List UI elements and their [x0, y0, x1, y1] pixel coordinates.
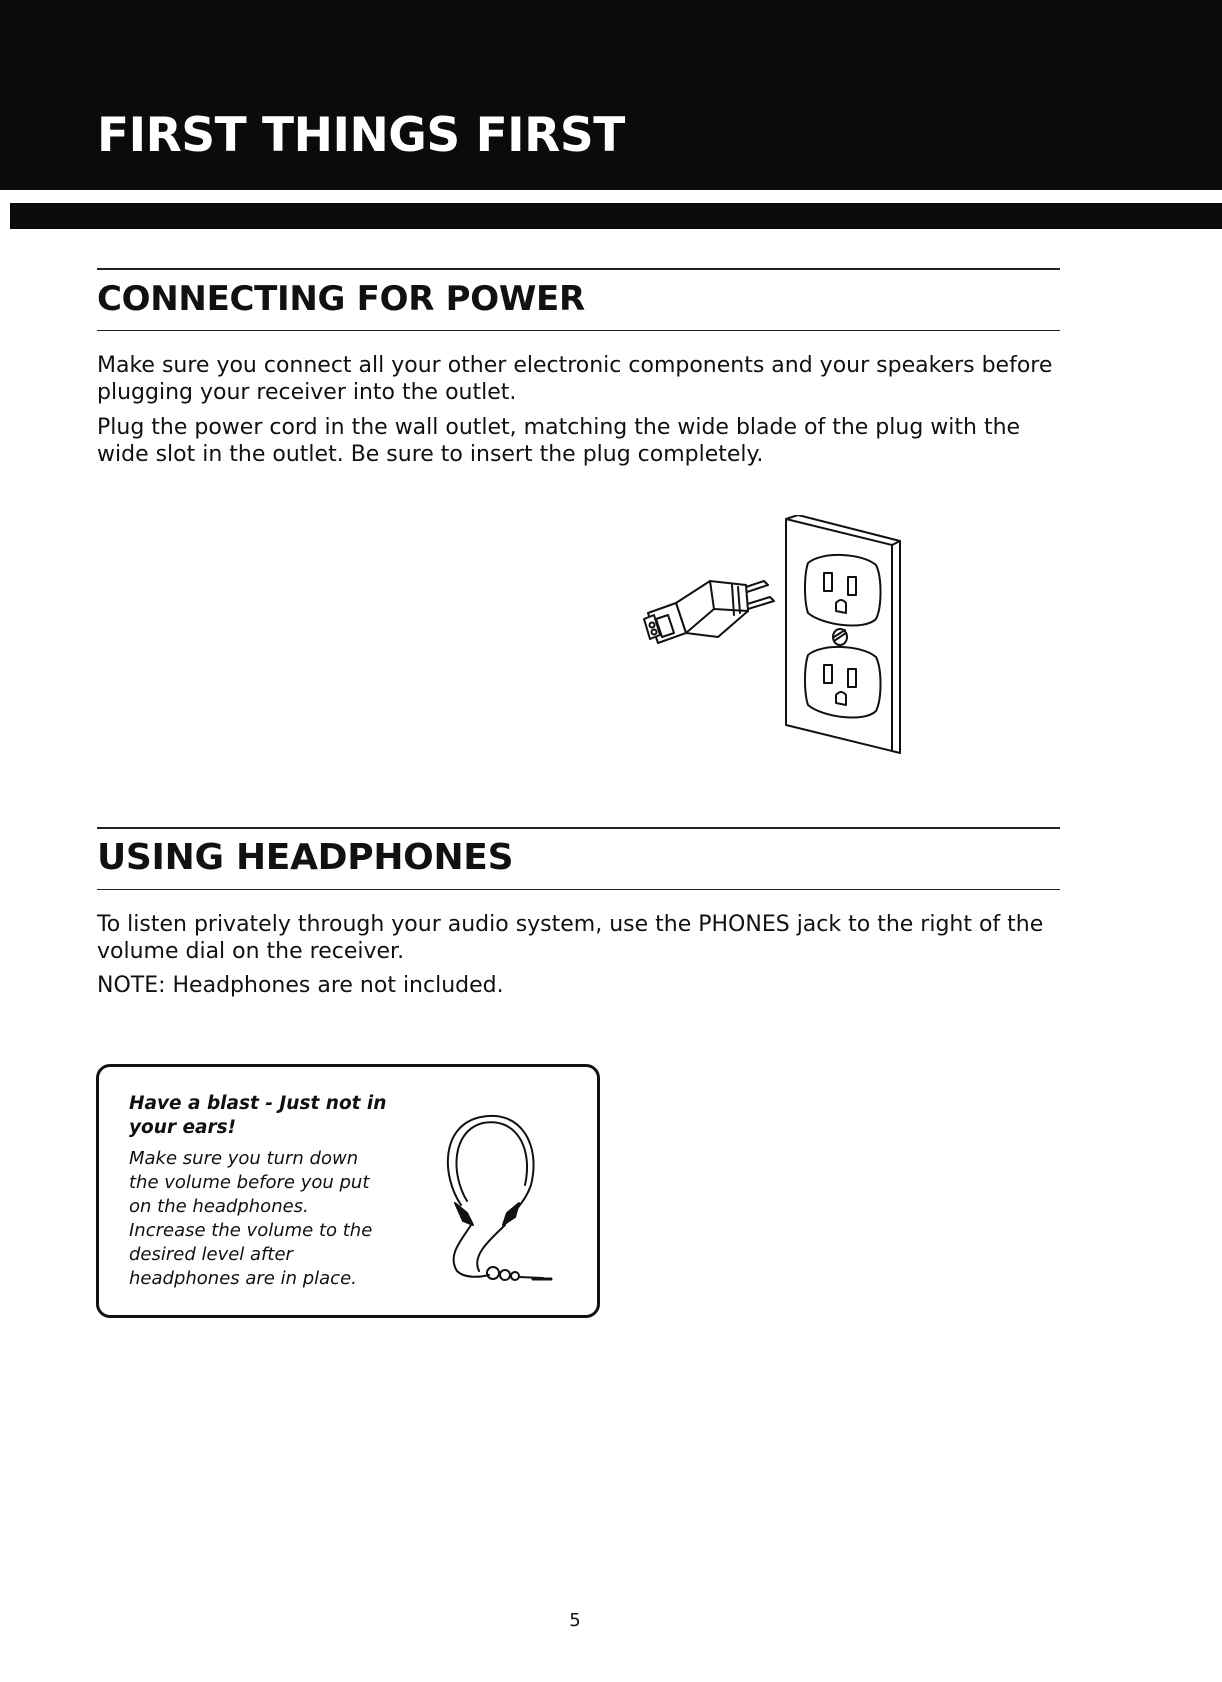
tip-line: the volume before you put	[129, 1172, 370, 1193]
tip-line: Make sure you turn down	[129, 1148, 359, 1169]
page-title: FIRST THINGS FIRST	[97, 108, 625, 163]
power-paragraph-2: Plug the power cord in the wall outlet, matching the wide blade of the plug with the wide slot in the outlet. Be sure to insert the plug completely.	[97, 415, 1021, 467]
tip-box	[96, 1064, 600, 1318]
section-rule-top	[97, 827, 1060, 829]
tip-line: Increase the volume to the	[129, 1220, 373, 1241]
plug-outlet-illustration	[628, 515, 908, 755]
tip-line: desired level after	[129, 1244, 293, 1265]
section-rule-top	[97, 268, 1060, 270]
page-number: 5	[569, 1610, 581, 1631]
section-heading-power: CONNECTING FOR POWER	[97, 279, 585, 319]
tip-line: on the headphones.	[129, 1196, 309, 1217]
tip-line: headphones are in place.	[129, 1268, 357, 1289]
section-rule-bottom	[97, 330, 1060, 331]
headphones-icon	[421, 1105, 581, 1285]
tip-body	[129, 1147, 409, 1291]
power-paragraph-1: Make sure you connect all your other electronic components and your speakers before plugging your receiver into the outlet.	[97, 353, 1053, 405]
wall-outlet-icon	[786, 515, 900, 753]
tip-heading: Have a blast - Just not in your ears!	[129, 1093, 387, 1138]
section-heading-headphones: USING HEADPHONES	[97, 837, 514, 878]
headphones-note: NOTE: Headphones are not included.	[97, 973, 504, 998]
headphones-paragraph-1: To listen privately through your audio system, use the PHONES jack to the right of the volume dial on the receiver.	[97, 912, 1044, 964]
header-banner	[0, 0, 1222, 190]
banner-underbar	[10, 203, 1222, 229]
section-rule-bottom	[97, 889, 1060, 890]
plug-icon	[644, 581, 774, 643]
